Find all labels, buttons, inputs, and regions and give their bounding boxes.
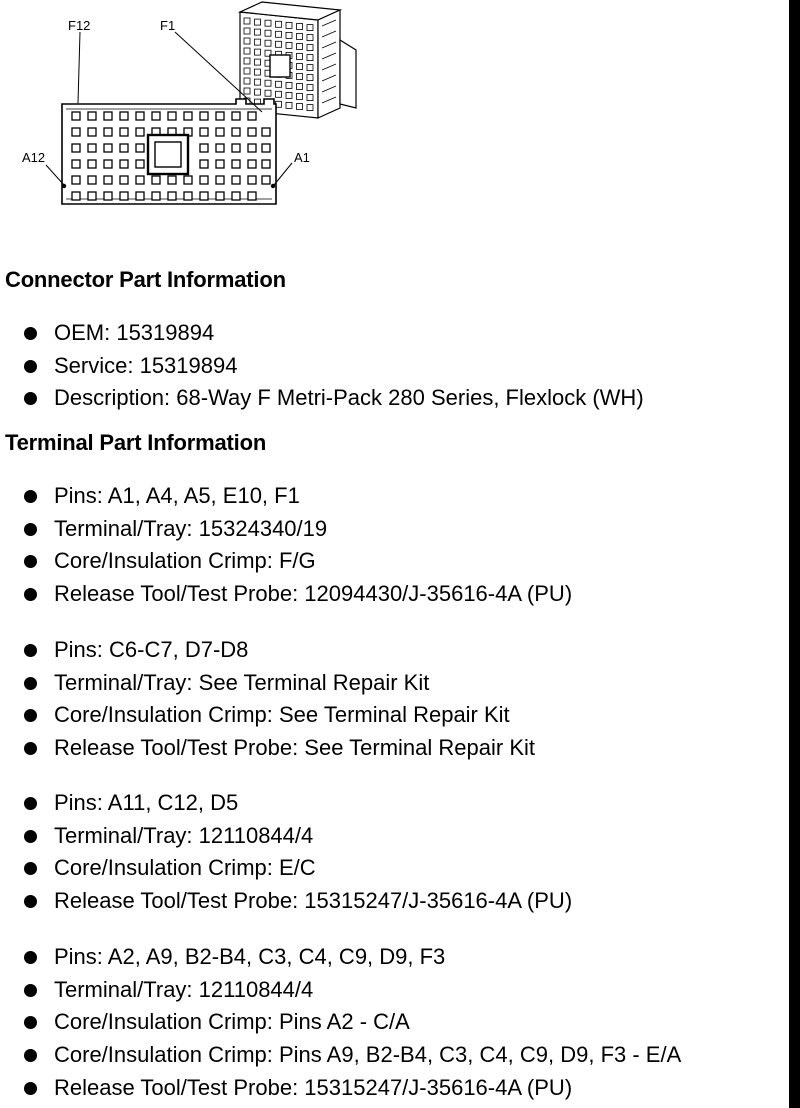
iso-cavity: [255, 89, 261, 95]
terminal-cavity: [104, 144, 112, 152]
terminal-cavity: [232, 160, 240, 168]
iso-cavity: [307, 65, 313, 71]
terminal-cavity: [200, 192, 208, 200]
iso-cavity: [307, 95, 313, 101]
iso-cavity: [297, 94, 303, 100]
terminal-cavity: [72, 160, 80, 168]
terminal-cavity: [72, 176, 80, 184]
iso-cavity: [286, 42, 292, 48]
terminal-cavity: [120, 112, 128, 120]
terminal-cavity: [136, 128, 144, 136]
terminal-cavity: [248, 192, 256, 200]
terminal-cavity: [262, 128, 270, 136]
terminal-cavity: [262, 160, 270, 168]
list-item: Terminal/Tray: 15324340/19: [0, 513, 572, 546]
terminal-cavity: [120, 192, 128, 200]
iso-cavity: [265, 40, 271, 46]
terminal-cavity: [184, 192, 192, 200]
list-item: Release Tool/Test Probe: 15315247/J-35616-4A (PU): [0, 1072, 681, 1105]
terminal-cavity: [152, 112, 160, 120]
iso-cavity: [244, 68, 250, 74]
list-item: Service: 15319894: [0, 350, 644, 383]
list-item: Core/Insulation Crimp: Pins A9, B2-B4, C3, C4, C9, D9, F3 - E/A: [0, 1039, 681, 1072]
iso-cavity: [286, 92, 292, 98]
pin-label-a12: A12: [22, 150, 46, 165]
iso-cavity: [244, 18, 250, 24]
list-item: Terminal/Tray: 12110844/4: [0, 820, 572, 853]
terminal-group-1: [0, 480, 572, 611]
terminal-cavity: [200, 128, 208, 136]
terminal-cavity: [104, 128, 112, 136]
iso-cavity: [244, 78, 250, 84]
iso-cavity: [297, 54, 303, 60]
iso-cavity: [286, 32, 292, 38]
list-item: OEM: 15319894: [0, 317, 644, 350]
terminal-cavity: [248, 112, 256, 120]
list-item: Terminal/Tray: See Terminal Repair Kit: [0, 667, 535, 700]
list-item: Release Tool/Test Probe: 15315247/J-35616-4A (PU): [0, 885, 572, 918]
terminal-group-4: [0, 941, 681, 1104]
terminal-cavity: [232, 192, 240, 200]
terminal-cavity: [168, 176, 176, 184]
iso-cavity: [307, 25, 313, 31]
list-item: Release Tool/Test Probe: See Terminal Repair Kit: [0, 732, 535, 765]
terminal-cavity: [248, 128, 256, 136]
iso-cavity: [297, 34, 303, 40]
iso-cavity: [307, 85, 313, 91]
terminal-cavity: [200, 160, 208, 168]
list-item: Pins: A1, A4, A5, E10, F1: [0, 480, 572, 513]
terminal-cavity: [72, 192, 80, 200]
terminal-cavity: [88, 112, 96, 120]
terminal-cavity: [232, 144, 240, 152]
iso-cavity: [307, 35, 313, 41]
iso-cavity: [276, 41, 282, 47]
terminal-cavity: [88, 176, 96, 184]
iso-cavity: [265, 20, 271, 26]
terminal-cavity: [168, 112, 176, 120]
terminal-cavity: [216, 160, 224, 168]
pin-label-f12: F12: [68, 18, 91, 33]
list-item: Pins: A2, A9, B2-B4, C3, C4, C9, D9, F3: [0, 941, 681, 974]
terminal-cavity: [104, 176, 112, 184]
terminal-cavity: [152, 176, 160, 184]
iso-cavity: [307, 55, 313, 61]
right-edge-bar: [789, 0, 800, 1108]
terminal-cavity: [184, 176, 192, 184]
terminal-cavity: [88, 128, 96, 136]
terminal-cavity: [248, 144, 256, 152]
pin-label-f1: F1: [160, 18, 176, 33]
terminal-cavity: [136, 144, 144, 152]
terminal-cavity: [136, 176, 144, 184]
list-item: Pins: C6-C7, D7-D8: [0, 634, 535, 667]
terminal-cavity: [72, 112, 80, 120]
iso-cavity: [297, 44, 303, 50]
terminal-cavity: [232, 128, 240, 136]
terminal-cavity: [168, 192, 176, 200]
list-item: Terminal/Tray: 12110844/4: [0, 974, 681, 1007]
terminal-cavity: [216, 128, 224, 136]
connector-diagram: [0, 0, 380, 215]
iso-cavity: [276, 91, 282, 97]
terminal-cavity: [248, 160, 256, 168]
terminal-cavity: [232, 176, 240, 184]
terminal-cavity: [136, 160, 144, 168]
iso-cavity: [286, 102, 292, 108]
list-item: Release Tool/Test Probe: 12094430/J-35616-4A (PU): [0, 578, 572, 611]
iso-cavity: [255, 29, 261, 35]
terminal-cavity: [216, 144, 224, 152]
terminal-cavity: [136, 112, 144, 120]
terminal-cavity: [248, 176, 256, 184]
iso-cavity: [286, 82, 292, 88]
iso-cavity: [244, 28, 250, 34]
iso-cavity: [297, 64, 303, 70]
terminal-cavity: [120, 176, 128, 184]
list-item: Core/Insulation Crimp: See Terminal Repair Kit: [0, 699, 535, 732]
terminal-cavity: [216, 176, 224, 184]
terminal-cavity: [88, 192, 96, 200]
terminal-cavity: [200, 176, 208, 184]
connector-info-list: [0, 317, 644, 415]
connector-3d-view: [240, 2, 356, 118]
iso-cavity: [255, 69, 261, 75]
terminal-cavity: [104, 112, 112, 120]
iso-cavity: [244, 58, 250, 64]
iso-cavity: [286, 22, 292, 28]
terminal-cavity: [120, 128, 128, 136]
iso-cavity: [307, 105, 313, 111]
iso-cavity: [276, 31, 282, 37]
terminal-cavity: [152, 192, 160, 200]
iso-cavity: [255, 59, 261, 65]
connector-front-view: [62, 99, 276, 204]
iso-cavity: [297, 84, 303, 90]
iso-cavity: [307, 75, 313, 81]
terminal-cavity: [88, 144, 96, 152]
pin-label-a1: A1: [294, 150, 310, 165]
iso-cavity: [255, 49, 261, 55]
terminal-cavity: [216, 112, 224, 120]
list-item: Core/Insulation Crimp: Pins A2 - C/A: [0, 1006, 681, 1039]
iso-cavity: [255, 19, 261, 25]
iso-cavity: [265, 30, 271, 36]
terminal-cavity: [200, 112, 208, 120]
connector-info-heading: Connector Part Information: [5, 267, 286, 292]
terminal-group-3: [0, 787, 572, 918]
iso-cavity: [297, 74, 303, 80]
terminal-cavity: [120, 160, 128, 168]
iso-cavity: [244, 48, 250, 54]
iso-cavity: [255, 79, 261, 85]
list-item: Core/Insulation Crimp: F/G: [0, 545, 572, 578]
terminal-cavity: [104, 160, 112, 168]
iso-cavity: [244, 88, 250, 94]
list-item: Pins: A11, C12, D5: [0, 787, 572, 820]
terminal-cavity: [184, 112, 192, 120]
terminal-cavity: [120, 144, 128, 152]
terminal-group-2: [0, 634, 535, 765]
iso-cavity: [255, 39, 261, 45]
iso-cavity: [265, 80, 271, 86]
iso-cavity: [297, 24, 303, 30]
iso-cavity: [307, 45, 313, 51]
terminal-cavity: [88, 160, 96, 168]
terminal-cavity: [72, 144, 80, 152]
iso-cavity: [276, 21, 282, 27]
terminal-info-heading: Terminal Part Information: [5, 430, 267, 455]
terminal-cavity: [104, 192, 112, 200]
list-item: Description: 68-Way F Metri-Pack 280 Series, Flexlock (WH): [0, 382, 644, 415]
terminal-cavity: [262, 144, 270, 152]
iso-cavity: [276, 81, 282, 87]
terminal-cavity: [262, 176, 270, 184]
terminal-cavity: [200, 144, 208, 152]
terminal-cavity: [72, 128, 80, 136]
iso-cavity: [297, 104, 303, 110]
terminal-cavity: [232, 112, 240, 120]
list-item: Core/Insulation Crimp: E/C: [0, 852, 572, 885]
terminal-cavity: [216, 192, 224, 200]
iso-cavity: [265, 90, 271, 96]
iso-cavity: [244, 38, 250, 44]
terminal-cavity: [136, 192, 144, 200]
